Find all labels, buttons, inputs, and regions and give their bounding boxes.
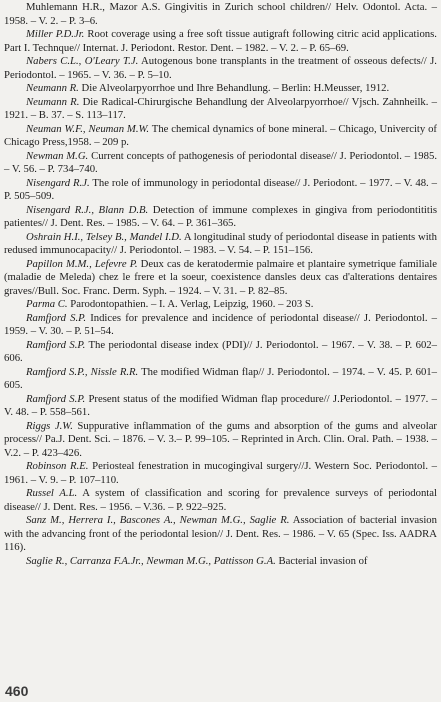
reference-text: Indices for prevalence and incidence of periodontal disease// J. Periodontol. – 1959. – V. 30. – P. 51–54.: [4, 311, 438, 337]
reference-authors: Ramfjord S.P.: [26, 338, 86, 351]
reference-entry: [4, 460, 437, 487]
reference-text: Die Alveolarpyorrhoe und Ihre Behandlung. – Berlin: H.Meusser, 1912.: [81, 82, 390, 94]
reference-text: The role of immunology in periodontal disease// J. Periodont. – 1977. – V. 48. – P. 505–509.: [4, 176, 437, 202]
reference-entry: [4, 420, 437, 461]
reference-entry: [4, 298, 437, 312]
reference-entry: [4, 150, 437, 177]
reference-text: Association of bacterial invasion with the advancing front of the periodontal lesion// J. Dent. Res. – 1986. – V. 65 (Spec. Iss. AADRA 116).: [4, 514, 437, 553]
reference-text: Autogenous bone transplants in the treatment of osseous defects// J. Periodontol. – 1965. – V. 36. – P. 5–10.: [4, 55, 437, 81]
reference-text: A system of classification and scoring for prevalence surveys of periodontal disease// J. Dent. Res. – 1956. – V.36. – P. 922–925.: [4, 487, 437, 513]
reference-authors: Neuman W.F., Neuman M.W.: [26, 122, 150, 135]
reference-entry: [4, 204, 437, 231]
reference-text: Gingivitis in Zurich school children// Helv. Odontol. Acta. – 1958. – V. 2. – P. 3–6.: [4, 1, 437, 27]
reference-entry: [4, 393, 437, 420]
reference-entry: [4, 96, 437, 123]
reference-entry: [4, 123, 437, 150]
reference-authors: Newman M.G.: [26, 149, 89, 162]
reference-authors: Ramfjord S.P.: [26, 392, 86, 405]
reference-authors: Robinson R.E.: [26, 460, 89, 472]
reference-text: Parodontopathien. – I. A. Verlag, Leipzig, 1960. – 203 S.: [70, 298, 314, 310]
reference-entry: [4, 487, 437, 514]
reference-text: The modified Widman flap// J. Periodontol. – 1974. – V. 45. P. 601–605.: [4, 365, 437, 391]
reference-text: Suppurative inflammation of the gums and absorption of the gums and alveolar process// Pa.J. Dent. Sci. – 1876. – V. 3.– P. 99–105. – Reprinted in Arch. Clin. Oral. Path. – 1938. – V.2. – P. 423–426.: [4, 419, 437, 459]
reference-authors: Neumann R.: [26, 82, 79, 94]
page-number: 460: [5, 683, 29, 699]
reference-text: Periosteal fenestration in mucogingival surgery//J. Western Soc. Periodontol. – 1961. – V. 9. – P. 107–110.: [4, 460, 438, 486]
reference-authors: Riggs J.W.: [26, 419, 73, 432]
reference-authors: Nabers C.L., O'Leary T.J.: [26, 55, 139, 67]
reference-authors: Parma C.: [26, 298, 68, 310]
reference-list: [4, 1, 437, 568]
reference-entry: [4, 82, 437, 96]
reference-text: Bacterial invasion of: [278, 554, 368, 567]
reference-entry: [4, 231, 437, 258]
reference-entry: [4, 514, 437, 555]
reference-authors: Oshrain H.I., Telsey B., Mandel I.D.: [26, 230, 182, 243]
reference-authors: Miller P.D.Jr.: [26, 28, 85, 40]
reference-authors: Sanz M., Herrera I., Bascones A., Newman M.G., Saglie R.: [26, 514, 290, 526]
reference-entry: [4, 339, 437, 366]
reference-entry: [4, 258, 437, 299]
reference-authors: Ramfjord S.P.: [26, 311, 86, 324]
reference-authors: Ramfjord S.P., Nissle R.R.: [26, 365, 139, 378]
reference-text: Detection of immune complexes in gingiva from periodontititis patientes// J. Dent. Res. – 1985. – V. 64. – P. 361–365.: [4, 203, 438, 229]
reference-text: Present status of the modified Widman flap procedure// J.Periodontol. – 1977. – V. 48. – P. 558–561.: [4, 392, 438, 418]
reference-authors: Saglie R., Carranza F.A.Jr., Newman M.G., Pattisson G.A.: [26, 554, 276, 567]
reference-text: The periodontal disease index (PDI)// J. Periodontol. – 1967. – V. 38. – P. 602–606.: [4, 338, 437, 364]
reference-entry: [4, 28, 437, 55]
reference-authors: Muhlemann H.R., Mazor A.S.: [26, 1, 161, 13]
reference-entry: [4, 55, 437, 82]
reference-authors: Russel A.L.: [26, 487, 78, 499]
reference-text: A longitudinal study of periodontal disease in patients with redused immunocapacity// J. Periodontol. – 1983. – V. 54. – P. 151–156.: [4, 230, 437, 256]
reference-text: Die Radical-Chirurgische Behandlung der Alveolarpyorrhoe// Vjsch. Zahnheilk. – 1921. – B. 37. – S. 113–117.: [4, 95, 437, 121]
reference-entry: [4, 312, 437, 339]
reference-authors: Nisengard R.J.: [26, 176, 90, 189]
reference-authors: Neumann R.: [26, 95, 80, 108]
reference-text: Deux cas de keratodermie palmaire et plantaire symetrique familiale (maladie de Meleda) chez le frere et la soeur, coexistence dansles deux cas d'alterations dentaires graves//Bull. Soc. Franc. Derm. Syph. – 1924. – V. 31. – P. 82–85.: [4, 257, 437, 297]
reference-entry: [4, 1, 437, 28]
reference-authors: Nisengard R.J., Blann D.B.: [26, 203, 149, 216]
reference-text: Current concepts of pathogenesis of periodontal disease// J. Periodontol. – 1985. – V. 56. – P. 734–740.: [4, 149, 438, 175]
reference-authors: Papillon M.M., Lefevre P.: [26, 257, 138, 270]
reference-text: Root coverage using a free soft tissue autigraft following citric acid applications. Part I. Technque// Internat. J. Periodont. Restor. Dent. – 1982. – V. 2. – P. 65–69.: [4, 28, 437, 54]
reference-text: The chemical dynamics of bone mineral. – Chicago, Univercity of Chicago Press,1958. – 209 p.: [4, 122, 437, 148]
reference-entry: [4, 366, 437, 393]
reference-entry: [4, 555, 437, 569]
reference-entry: [4, 177, 437, 204]
